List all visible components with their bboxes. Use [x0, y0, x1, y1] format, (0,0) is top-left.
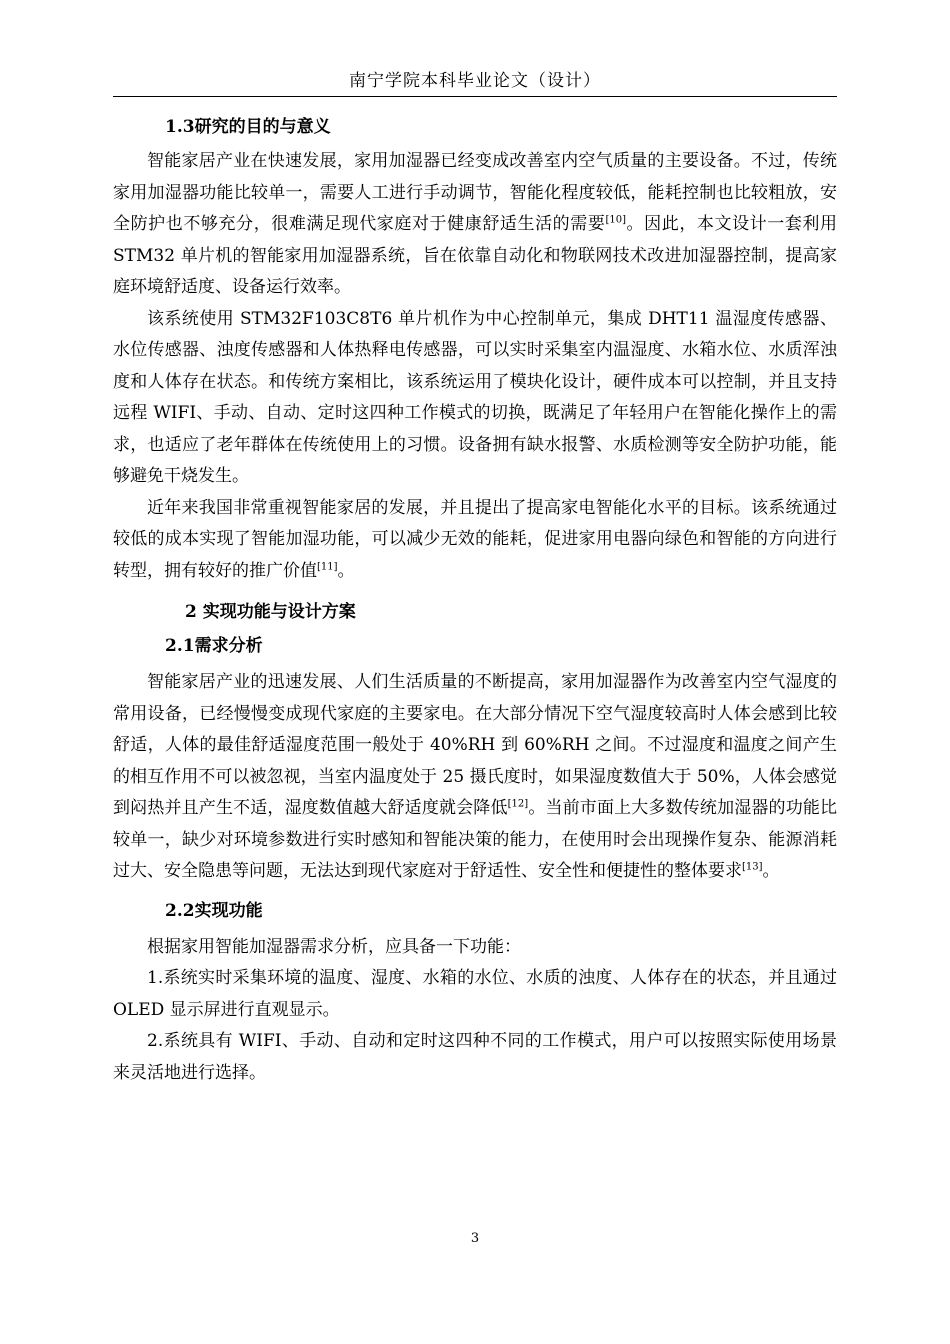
citation: [12]: [507, 798, 529, 810]
chapter-heading-2: 2 实现功能与设计方案: [185, 602, 356, 622]
paragraph: 根据家用智能加湿器需求分析，应具备一下功能：: [147, 936, 521, 957]
section-heading-2-2: 2.2实现功能: [165, 900, 263, 921]
document-body: [113, 112, 837, 1089]
paragraph-text: 智能家居产业的迅速发展、人们生活质量的不断提高，家用加湿器作为改善室内空气湿度的常用设备，已经慢慢变成现代家庭的主要家电。在大部分情况下空气湿度较高时人体会感到比较舒适，人体的最佳舒适湿度范围一般处于 40%RH 到 60%RH 之间。不过湿度和温度之间产生的相互作用不可以被忽视，当室内温度处于 25 摄氏度时，如果湿度数值大于 50%，人体会感觉到闷热并且产生不适，湿度数值越大舒适度就会降低: [113, 672, 837, 818]
paragraph: [113, 146, 837, 304]
paragraph-text: 智能家居产业在快速发展，家用加湿器已经变成改善室内空气质量的主要设备。不过，传统家用加湿器功能比较单一，需要人工进行手动调节，智能化程度较低，能耗控制也比较粗放，安全防护也不够充分，很难满足现代家庭对于健康舒适生活的需要: [113, 151, 837, 234]
page-header: 南宁学院本科毕业论文（设计）: [113, 66, 837, 97]
list-item: 2.系统具有 WIFI、手动、自动和定时这四种不同的工作模式，用户可以按照实际使用场景来灵活地进行选择。: [113, 1031, 837, 1083]
section-heading-1-3: 1.3研究的目的与意义: [165, 117, 331, 137]
paragraph: [113, 493, 837, 588]
citation: [10]: [605, 214, 626, 226]
page-number: 3: [470, 1231, 480, 1246]
paragraph-text: 近年来我国非常重视智能家居的发展，并且提出了提高家电智能化水平的目标。该系统通过较低的成本实现了智能加湿功能，可以减少无效的能耗，促进家用电器向绿色和智能的方向进行转型，拥有较好的推广价值: [113, 497, 837, 581]
paragraph-text: 。: [762, 861, 780, 881]
citation: [11]: [317, 560, 338, 572]
citation: [13]: [742, 861, 763, 873]
paragraph-text: 。因此，本文设计一套利用 STM32 单片机的智能家用加湿器系统，旨在依靠自动化和物联网技术改进加湿器控制，提高家庭环境舒适度、设备运行效率。: [113, 214, 838, 297]
section-heading-2-1: 2.1需求分析: [165, 636, 263, 656]
paragraph-text: 。: [337, 560, 355, 581]
paragraph-text: 。当前市面上大多数传统加湿器的功能比较单一，缺少对环境参数进行实时感知和智能决策的能力，在使用时会出现操作复杂、能源消耗过大、安全隐患等问题，无法达到现代家庭对于舒适性、安全性和便捷性的整体要求: [113, 798, 838, 881]
list-item: 1.系统实时采集环境的温度、湿度、水箱的水位、水质的浊度、人体存在的状态，并且通过 OLED 显示屏进行直观显示。: [113, 968, 837, 1020]
paragraph: [113, 667, 837, 888]
paragraph: 该系统使用 STM32F103C8T6 单片机作为中心控制单元，集成 DHT11 温湿度传感器、水位传感器、浊度传感器和人体热释电传感器，可以实时采集室内温湿度、水箱水位、水质浑浊度和人体存在状态。和传统方案相比，该系统运用了模块化设计，硬件成本可以控制，并且支持远程 WIFI、手动、自动、定时这四种工作模式的切换，既满足了年轻用户在智能化操作上的需求，也适应了老年群体在传统使用上的习惯。设备拥有缺水报警、水质检测等安全防护功能，能够避免干烧发生。: [113, 308, 837, 486]
